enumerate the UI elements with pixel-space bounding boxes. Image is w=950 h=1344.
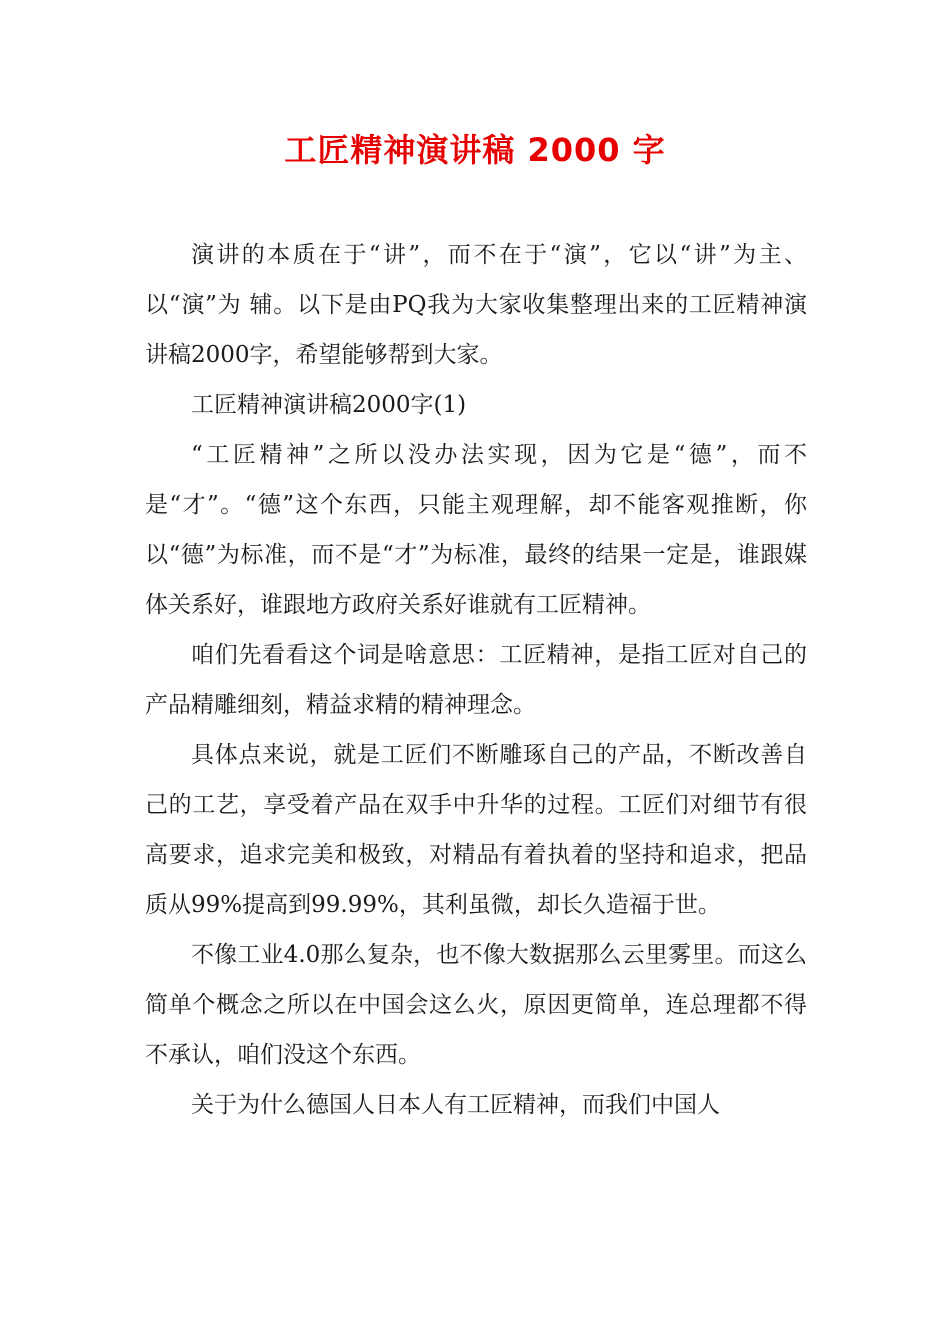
paragraph-intro: 演讲的本质在于“讲”，而不在于“演”，它以“讲”为主、以“演”为 辅。以下是由PQ我为大家收集整理出来的工匠精神演讲稿2000字，希望能够帮到大家。 [145,242,807,368]
paragraph: 不像工业4.0那么复杂，也不像大数据那么云里雾里。而这么简单个概念之所以在中国会这么火，原因更简单，连总理都不得不承认，咱们没这个东西。 [145,942,807,1068]
paragraph: “工匠精神”之所以没办法实现，因为它是“德”，而不是“才”。“德”这个东西，只能主观理解，却不能客观推断，你以“德”为标准，而不是“才”为标准，最终的结果一定是，谁跟媒体关系好，谁跟地方政府关系好谁就有工匠精神。 [145,442,807,618]
paragraph: 咱们先看看这个词是啥意思：工匠精神，是指工匠对自己的产品精雕细刻，精益求精的精神理念。 [145,642,807,718]
document-body [145,230,807,1130]
document-title: 工匠精神演讲稿 2000 字 [284,131,666,169]
paragraph: 关于为什么德国人日本人有工匠精神，而我们中国人 [191,1092,720,1118]
paragraph: 具体点来说，就是工匠们不断雕琢自己的产品，不断改善自己的工艺，享受着产品在双手中升华的过程。工匠们对细节有很高要求，追求完美和极致，对精品有着执着的坚持和追求，把品质从99%提高到99.99%，其利虽微，却长久造福于世。 [145,742,807,918]
section-heading: 工匠精神演讲稿2000字(1) [191,392,467,418]
